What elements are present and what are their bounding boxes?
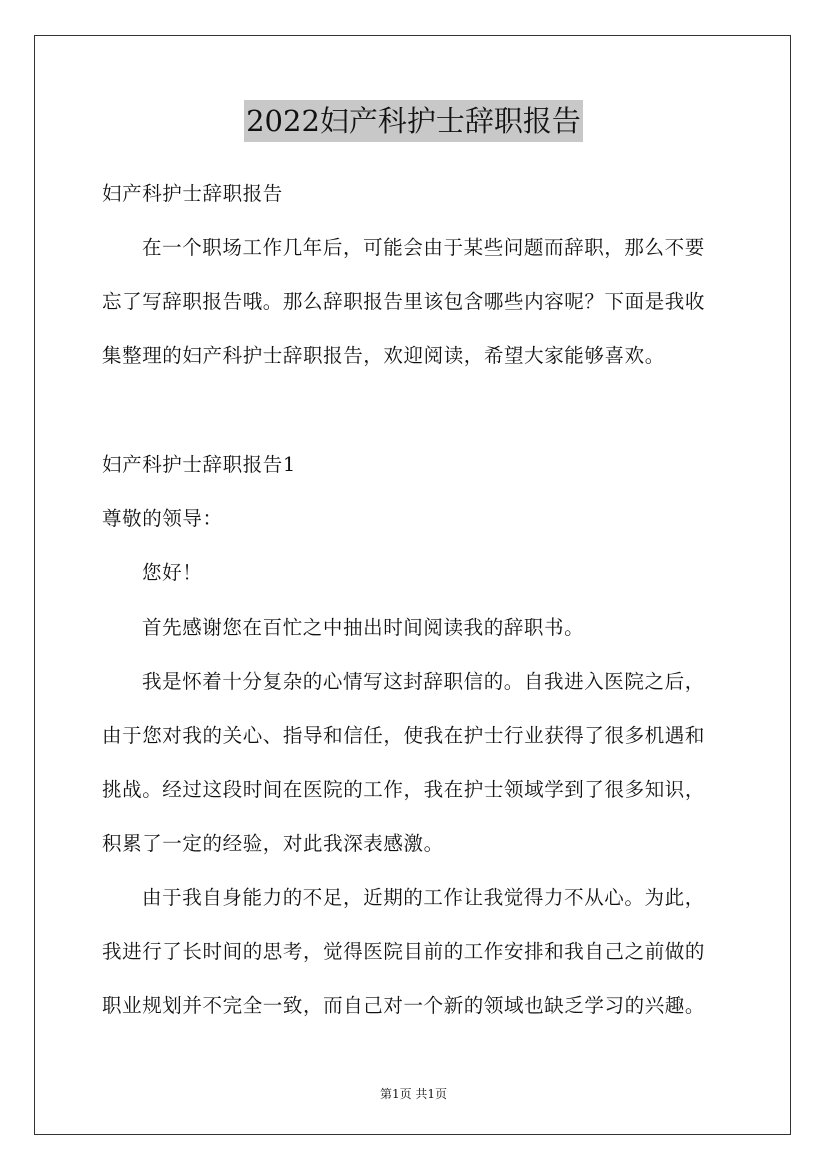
body-line-3: 由于您对我的关心、指导和信任，使我在护士行业获得了很多机遇和 [102,724,706,747]
section-heading: 妇产科护士辞职报告1 [102,453,296,476]
body-line-6: 由于我自身能力的不足，近期的工作让我觉得力不从心。为此， [142,886,705,909]
intro-line-2: 忘了写辞职报告哦。那么辞职报告里该包含哪些内容呢？下面是我收 [102,290,706,313]
body-line-4: 挑战。经过这段时间在医院的工作，我在护士领域学到了很多知识， [102,778,706,801]
body-line-2: 我是怀着十分复杂的心情写这封辞职信的。自我进入医院之后， [142,670,705,693]
intro-line-1: 在一个职场工作几年后，可能会由于某些问题而辞职，那么不要 [142,236,705,259]
intro-line-3: 集整理的妇产科护士辞职报告，欢迎阅读，希望大家能够喜欢。 [102,344,665,367]
title-container [0,100,827,142]
page-number: 第1页 共1页 [379,1087,448,1101]
document-title: 2022妇产科护士辞职报告 [244,100,583,142]
body-line-5: 积累了一定的经验，对此我深表感激。 [102,832,444,855]
subtitle: 妇产科护士辞职报告 [102,182,283,205]
greeting: 您好！ [142,561,203,584]
body-line-1: 首先感谢您在百忙之中抽出时间阅读我的辞职书。 [142,616,585,639]
body-line-8: 职业规划并不完全一致，而自己对一个新的领域也缺乏学习的兴趣。 [102,994,706,1017]
body-line-7: 我进行了长时间的思考，觉得医院目前的工作安排和我自己之前做的 [102,940,706,963]
salutation: 尊敬的领导： [102,507,223,530]
